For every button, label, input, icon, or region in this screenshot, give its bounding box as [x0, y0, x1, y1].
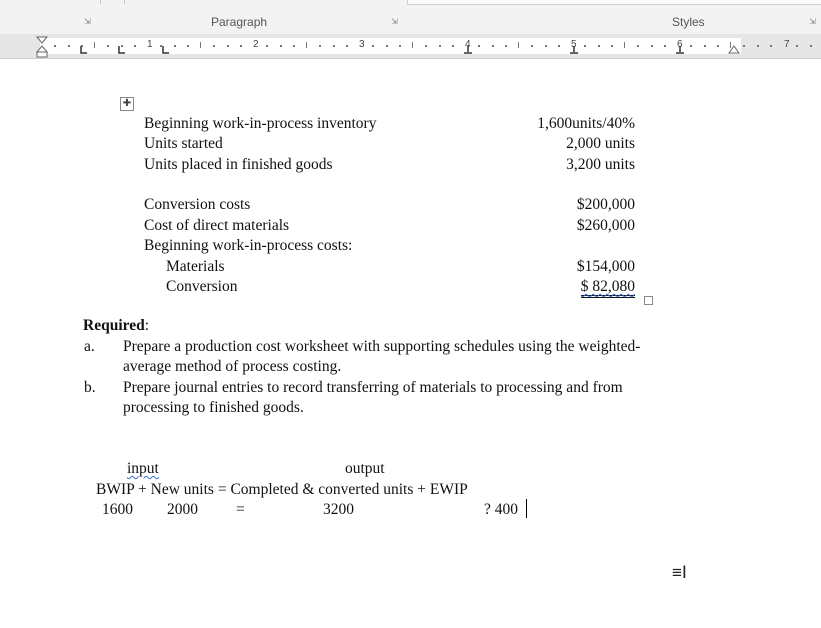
- completed-units-value: 3200: [323, 501, 354, 518]
- ruler-tick: [637, 45, 639, 47]
- ruler-tick: [280, 45, 282, 47]
- ruler-number: 5: [571, 39, 577, 50]
- ruler-text-area: [40, 38, 741, 54]
- ruler-tick: [174, 45, 176, 47]
- ruler-number: 6: [677, 39, 683, 50]
- tab-stop-left-icon[interactable]: [80, 46, 88, 54]
- ruler-tick: [452, 45, 454, 47]
- table-cell-value: 2,000 units: [566, 135, 635, 152]
- ruler-tick: [624, 42, 625, 48]
- ruler-tick: [372, 45, 374, 47]
- output-label: output: [345, 460, 385, 477]
- ruler-tick: [757, 45, 759, 47]
- ruler-tick: [293, 45, 295, 47]
- ruler-tick: [796, 45, 798, 47]
- tab-stop-decimal-icon[interactable]: [464, 46, 472, 54]
- ruler-tick: [94, 42, 95, 48]
- ruler-tick: [266, 45, 268, 47]
- ruler-tick: [651, 45, 653, 47]
- ruler-tick: [386, 45, 388, 47]
- list-letter: a.: [84, 338, 95, 355]
- document-page[interactable]: [0, 59, 821, 628]
- table-cell-label: Beginning work-in-process inventory: [144, 115, 377, 132]
- ruler-tick: [664, 45, 666, 47]
- ruler-tick: [598, 45, 600, 47]
- ruler-number: 4: [465, 39, 471, 50]
- required-heading: [83, 317, 149, 335]
- ribbon: [0, 0, 821, 34]
- ruler-tick: [240, 45, 242, 47]
- ribbon-separator: [100, 0, 101, 4]
- ruler-tick: [399, 45, 401, 47]
- styles-group-label: Styles: [672, 15, 705, 29]
- table-cell-value: $154,000: [576, 258, 635, 275]
- ruler-tick: [200, 42, 201, 48]
- ruler-tick: [478, 45, 480, 47]
- tab-stop-decimal-icon[interactable]: [676, 46, 684, 54]
- ruler-tick: [743, 45, 745, 47]
- ruler-tick: [425, 45, 427, 47]
- styles-gallery-edge: [407, 0, 821, 5]
- table-cell-value: $200,000: [576, 196, 635, 213]
- ruler-tick: [810, 45, 812, 47]
- ruler-tick: [558, 45, 560, 47]
- table-resize-handle[interactable]: [644, 296, 653, 305]
- bwip-value: 1600: [102, 501, 133, 518]
- ruler-tick: [319, 45, 321, 47]
- ruler-tick: [68, 45, 70, 47]
- ruler-tick: [306, 42, 307, 48]
- ruler-tick: [134, 45, 136, 47]
- table-cell-value: [581, 278, 635, 296]
- text-cursor: [526, 499, 527, 518]
- list-item-text: Prepare journal entries to record transferring of materials to processing and from: [123, 379, 623, 396]
- tab-stop-left-icon[interactable]: [162, 46, 170, 54]
- paragraph-dialog-launcher-icon[interactable]: ⇲: [391, 17, 398, 26]
- tab-stop-decimal-icon[interactable]: [570, 46, 578, 54]
- ruler-tick: [518, 42, 519, 48]
- table-cell-label: Units placed in finished goods: [144, 156, 333, 173]
- ruler-tick: [770, 45, 772, 47]
- ewip-value: ? 400: [484, 501, 519, 518]
- ruler-tick: [439, 45, 441, 47]
- table-cell-label: Cost of direct materials: [144, 217, 290, 234]
- indent-marker-icon[interactable]: [36, 36, 48, 58]
- ribbon-separator: [124, 0, 125, 4]
- ruler-number: 2: [253, 39, 259, 50]
- list-item-text: average method of process costing.: [123, 358, 342, 375]
- ruler-tick: [531, 45, 533, 47]
- mouse-ibeam-cursor-icon: ≡Ⅰ: [672, 563, 687, 582]
- ruler-tick: [54, 45, 56, 47]
- horizontal-ruler[interactable]: [0, 34, 821, 59]
- equals-sign: =: [236, 501, 245, 518]
- table-move-handle-icon[interactable]: ✚: [120, 97, 134, 111]
- tab-stop-left-icon[interactable]: [118, 46, 126, 54]
- input-label: input: [127, 460, 159, 477]
- ruler-tick: [492, 45, 494, 47]
- ruler-tick: [346, 45, 348, 47]
- ruler-tick: [584, 45, 586, 47]
- list-item-text: Prepare a production cost worksheet with supporting schedules using the weighted-: [123, 338, 641, 355]
- ruler-tick: [107, 45, 109, 47]
- ruler-tick: [333, 45, 335, 47]
- ruler-tick: [690, 45, 692, 47]
- list-item-text: processing to finished goods.: [123, 399, 304, 416]
- ruler-number: 3: [359, 39, 365, 50]
- ruler-tick: [611, 45, 613, 47]
- ruler-tick: [505, 45, 507, 47]
- ruler-tick: [412, 42, 413, 48]
- table-cell-value: 1,600units/40%: [537, 115, 635, 132]
- table-cell-label: Materials: [166, 258, 225, 275]
- total-value: $ 82,080: [581, 278, 635, 298]
- font-dialog-launcher-icon[interactable]: ⇲: [84, 17, 91, 26]
- table-cell-value: $260,000: [576, 217, 635, 234]
- units-equation: BWIP + New units = Completed & converted units + EWIP: [96, 481, 468, 498]
- styles-dialog-launcher-icon[interactable]: ⇲: [809, 17, 816, 26]
- ruler-tick: [227, 45, 229, 47]
- ruler-number: 1: [147, 39, 153, 50]
- required-colon: :: [144, 317, 150, 334]
- required-label: Required: [83, 317, 145, 334]
- ruler-number: 7: [784, 39, 790, 50]
- table-cell-heading: Beginning work-in-process costs:: [144, 237, 353, 254]
- ruler-tick: [187, 45, 189, 47]
- ruler-tick: [717, 45, 719, 47]
- table-cell-label: Conversion costs: [144, 196, 251, 213]
- table-cell-value: 3,200 units: [566, 156, 635, 173]
- table-cell-label: Units started: [144, 135, 223, 152]
- right-indent-marker-icon[interactable]: [728, 44, 740, 56]
- ruler-tick: [704, 45, 706, 47]
- ruler-tick: [545, 45, 547, 47]
- new-units-value: 2000: [167, 501, 198, 518]
- list-letter: b.: [84, 379, 96, 396]
- table-cell-label: Conversion: [166, 278, 238, 295]
- ruler-tick: [213, 45, 215, 47]
- paragraph-group-label: Paragraph: [211, 15, 268, 29]
